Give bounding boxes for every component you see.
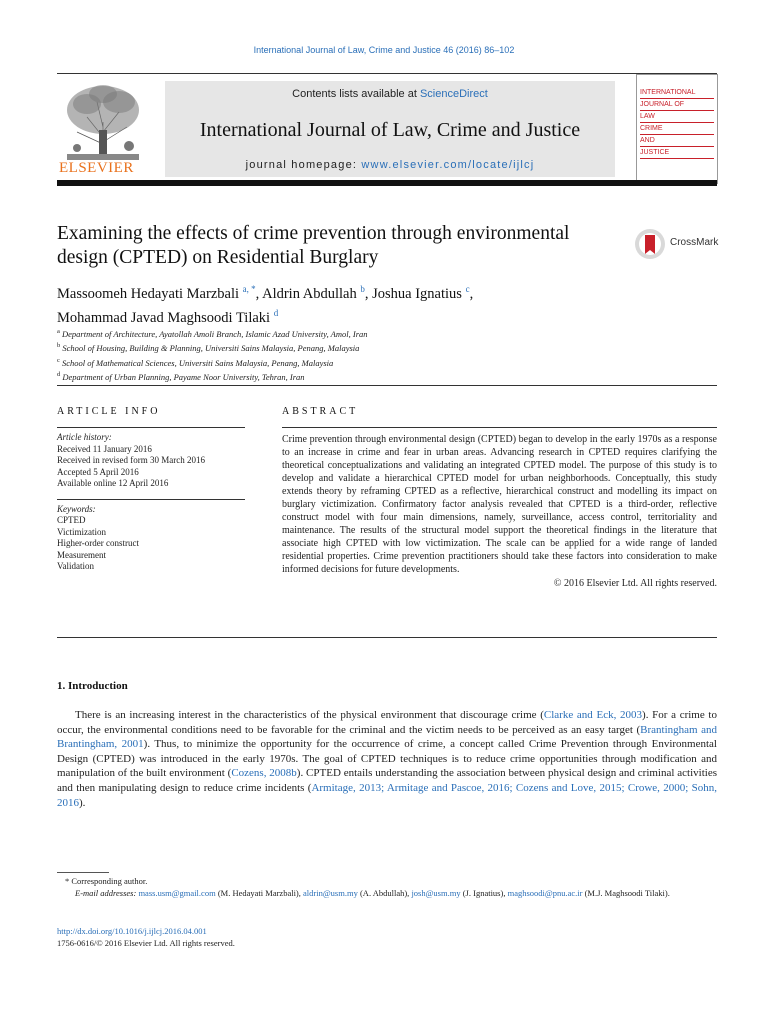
citation-link[interactable]: Brantingham and Brantingham, 2001 [57, 723, 717, 751]
email-owner: (J. Ignatius), [460, 887, 508, 898]
author-name: Massoomeh Hedayati Marzbali [57, 285, 240, 302]
cover-line: INTERNATIONAL [640, 87, 714, 99]
history-label: Article history: [57, 432, 112, 442]
article-info-heading: ARTICLE INFO [57, 406, 161, 417]
sciencedirect-link[interactable]: ScienceDirect [419, 88, 488, 100]
crossmark-icon [634, 228, 666, 260]
info-rule [57, 499, 245, 500]
author-affil-mark[interactable]: c [465, 284, 470, 294]
keywords-label: Keywords: [57, 503, 96, 514]
section-rule [57, 385, 717, 386]
history-item: Accepted 5 April 2016 [57, 466, 139, 477]
author-name: Joshua Ignatius [372, 285, 462, 302]
keyword: Measurement [57, 549, 106, 560]
contents-prefix: Contents lists available at [292, 88, 420, 100]
cover-line: JUSTICE [640, 147, 714, 159]
doi-link[interactable]: http://dx.doi.org/10.1016/j.ijlcj.2016.04.001 [57, 926, 207, 936]
author-name: Mohammad Javad Maghsoodi Tilaki [57, 309, 271, 326]
abstract-heading: ABSTRACT [282, 406, 359, 417]
journal-banner [165, 81, 615, 177]
crossmark-badge[interactable] [634, 228, 724, 258]
journal-homepage [165, 159, 615, 171]
intro-text: ). CPTED entails understanding the association between physical design and criminal activities and then manipulating design to reduce crime incidents ( [57, 767, 717, 794]
cover-line: LAW [640, 111, 714, 123]
affiliation-text: School of Housing, Building & Planning, Universiti Sains Malaysia, Penang, Malaysia [62, 343, 360, 354]
email-owner: (A. Abdullah), [357, 887, 412, 898]
intro-text: ). [79, 796, 86, 809]
info-rule [57, 427, 245, 428]
footnote-rule [57, 872, 109, 873]
keyword: Higher-order construct [57, 538, 140, 548]
cover-line: AND [640, 135, 714, 147]
history-item: Available online 12 April 2016 [57, 478, 169, 488]
email-link[interactable]: aldrin@usm.my [303, 887, 358, 898]
email-link[interactable]: josh@usm.my [411, 887, 461, 898]
author-separator: , [364, 285, 373, 302]
author-separator: , [469, 285, 474, 302]
homepage-link[interactable]: www.elsevier.com/locate/ijlcj [361, 159, 535, 171]
intro-paragraph [57, 708, 717, 810]
article-info [57, 427, 245, 573]
history-item: Received 11 January 2016 [57, 443, 152, 454]
abstract-copyright: © 2016 Elsevier Ltd. All rights reserved. [553, 578, 717, 589]
cover-title-lines [640, 87, 714, 159]
issn-line: 1756-0616/© 2016 Elsevier Ltd. All rights reserved. [57, 937, 235, 948]
keyword: Validation [57, 561, 94, 571]
affiliations [57, 326, 617, 383]
email-link[interactable]: mass.usm@gmail.com [138, 887, 216, 898]
intro-text: There is an increasing interest in the characteristics of the physical environment that discourage crime ( [75, 709, 544, 721]
journal-cover-thumbnail[interactable] [636, 74, 718, 184]
author-list [57, 280, 657, 328]
affiliation-text: Department of Urban Planning, Payame Noor University, Tehran, Iran [62, 371, 305, 382]
intro-text: ). For a crime to occur, the environmental conditions need to be favorable for the criminal and the victim needs to be perceived as an easy target ( [57, 709, 717, 736]
article-title: Examining the effects of crime prevention through environmental design (CPTED) on Residential Burglary [57, 223, 570, 268]
header-thick-rule [57, 180, 717, 186]
affiliation-item [57, 340, 617, 354]
email-note [57, 888, 717, 900]
email-link[interactable]: maghsoodi@pnu.ac.ir [507, 887, 583, 898]
author-separator: , [255, 285, 263, 302]
crossmark-label: CrossMark [670, 237, 719, 248]
author-affil-mark[interactable]: a, * [242, 284, 256, 294]
affiliation-mark: b [57, 342, 61, 350]
abstract [282, 427, 717, 590]
section-rule [57, 637, 717, 638]
affiliation-item [57, 326, 617, 340]
cover-line: JOURNAL OF [640, 99, 714, 111]
email-owner: (M.J. Maghsoodi Tilaki). [582, 887, 670, 898]
cover-line: CRIME [640, 123, 714, 135]
citation-link[interactable]: Armitage, 2013; Armitage and Pascoe, 2016; Cozens and Love, 2015; Crowe, 2000; Sohn, 2016 [57, 781, 718, 809]
email-owner: (M. Hedayati Marzbali), [215, 887, 304, 898]
affiliation-item [57, 355, 617, 369]
footnotes [57, 876, 717, 899]
citation-link[interactable]: Clarke and Eck, 2003 [543, 709, 643, 721]
publisher-name: ELSEVIER [59, 160, 134, 176]
contents-line [165, 88, 615, 100]
journal-citation[interactable]: International Journal of Law, Crime and Justice 46 (2016) 86–102 [253, 45, 515, 55]
journal-header [57, 74, 717, 186]
keyword: Victimization [57, 526, 106, 537]
abstract-text: Crime prevention through environmental design (CPTED) began to develop in the early 1970s as a response to an increase in crime and fear in urban areas. Advancing research in CPTED requires clarifying the theoretical conceptualizations and validating an integrated CPTED model. The purpose of this study is to develop and validate a hierarchical CPTED model for urban neighborhoods. Conceptually, this study extends theory by reframing CPTED as a reflective, hierarchical construct and modelling its impact on burglary victimization. Confirmatory factor analysis revealed that CPTED is a third-order, reflective construct model with four main dimensions, namely, surveillance, access control, territoriality and maintenance. The results of the structural model support the theoretical findings in the literature that associate high CPTED with low victimization. The scale can be applied for a wide range of landed residential properties. Crime prevention practitioners should take these factors into consideration to make informed decisions for future developments. [282, 434, 717, 575]
journal-title: International Journal of Law, Crime and Justice [199, 119, 581, 141]
email-label: E-mail addresses: [75, 887, 139, 898]
homepage-prefix: journal homepage: [245, 159, 362, 171]
corresponding-author-note: * Corresponding author. [65, 876, 148, 886]
author-affil-mark[interactable]: d [273, 307, 279, 318]
author-affil-mark[interactable]: b [360, 284, 365, 294]
page-footer [57, 926, 717, 949]
affiliation-mark: a [57, 328, 60, 335]
abstract-rule [282, 427, 717, 428]
affiliation-text: School of Mathematical Sciences, Universiti Sains Malaysia, Penang, Malaysia [62, 357, 334, 368]
citation-link[interactable]: Cozens, 2008b [231, 767, 297, 780]
affiliation-item [57, 369, 617, 383]
section-heading: 1. Introduction [57, 680, 128, 692]
affiliation-text: Department of Architecture, Ayatollah Amoli Branch, Islamic Azad University, Amol, Iran [62, 328, 368, 339]
keyword: CPTED [57, 515, 86, 525]
author-name: Aldrin Abdullah [262, 285, 357, 302]
intro-text: ). Thus, to minimize the opportunity for the occurrence of crime, a concept called Crime Prevention through Environmental Design (CPTED) was introduced in the early 1970s. The goal of CPTED techniques is to reduce crime opportunities through modification and manipulation of the built environment ( [57, 738, 717, 780]
history-item: Received in revised form 30 March 2016 [57, 455, 205, 465]
affiliation-mark: d [57, 370, 61, 378]
affiliation-mark: c [57, 356, 60, 364]
